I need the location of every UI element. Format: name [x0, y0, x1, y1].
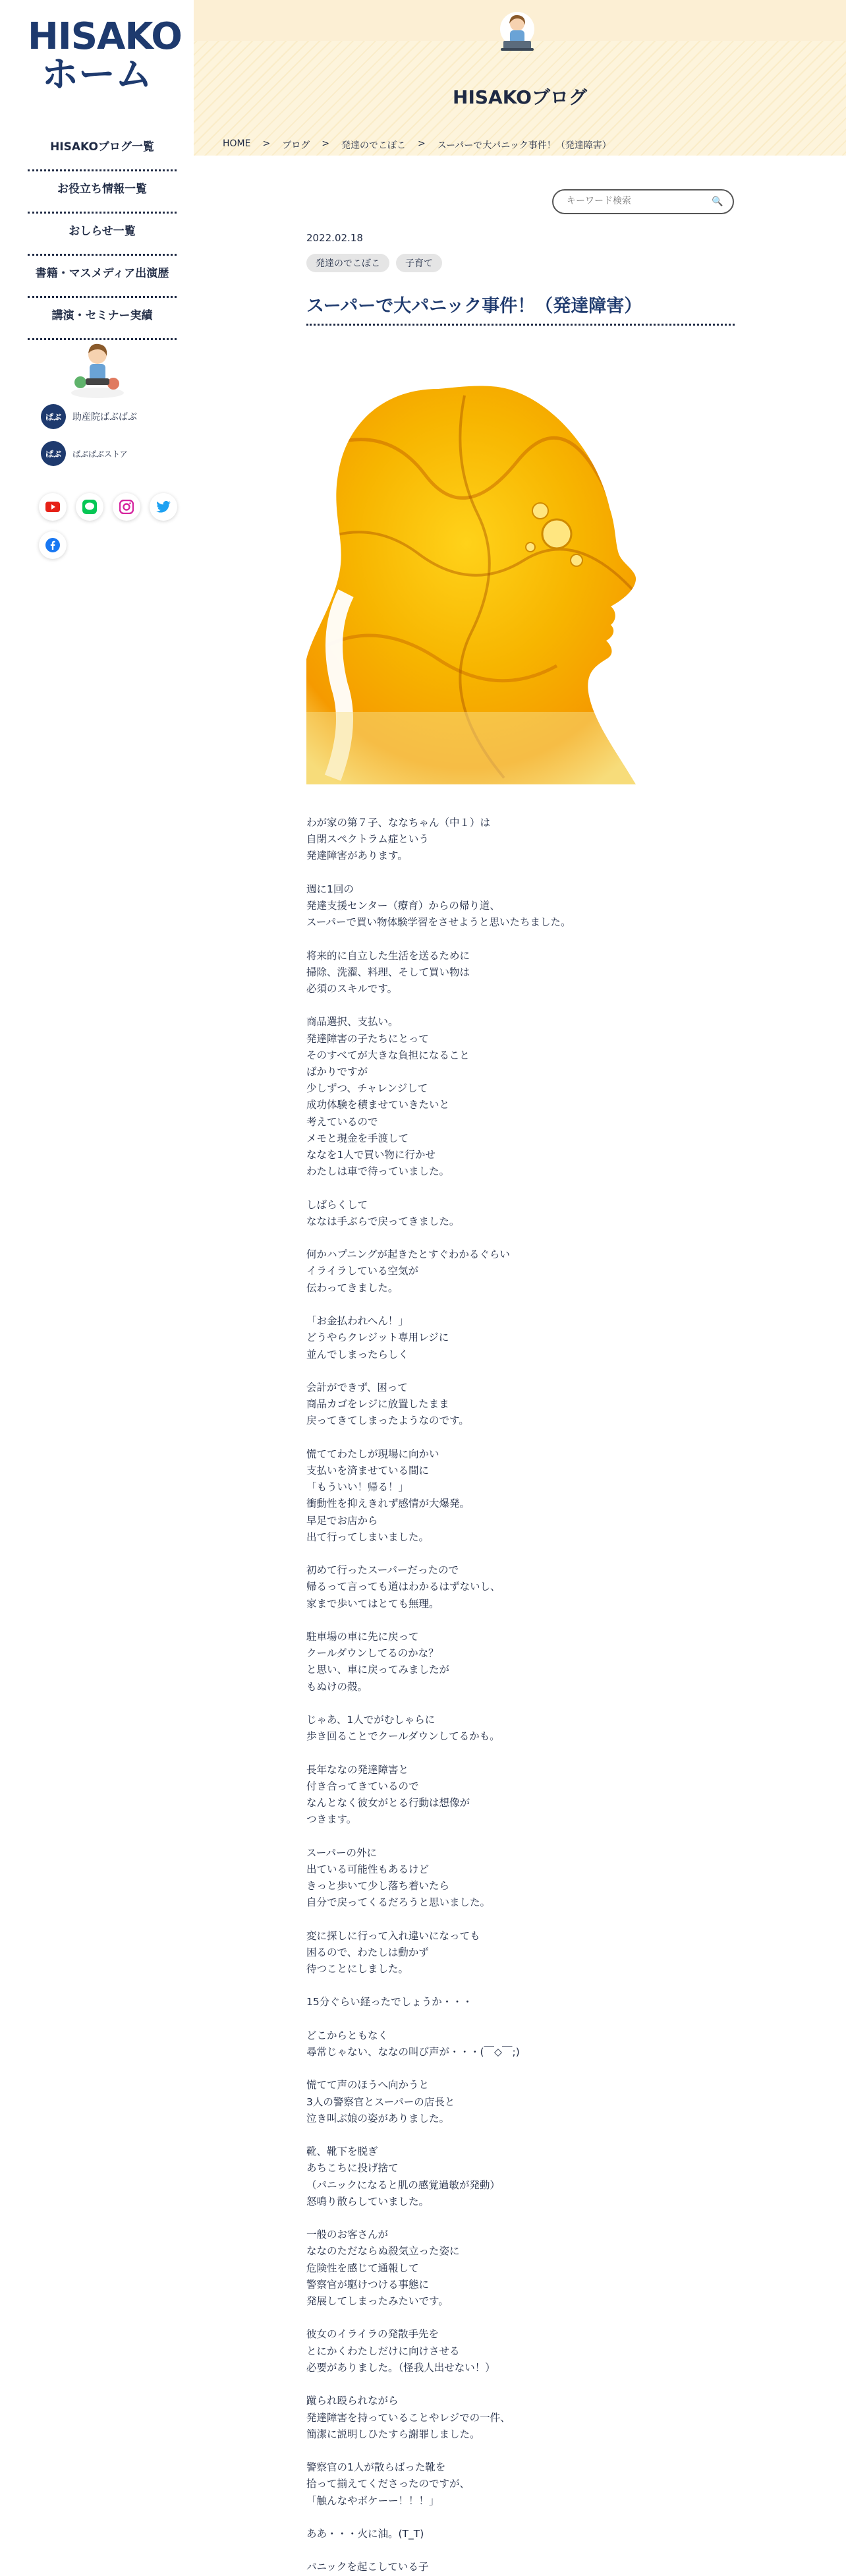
- menu-item-useful-info[interactable]: お役立ち情報一覧: [28, 171, 177, 214]
- logo-line-2: ホーム: [42, 53, 152, 96]
- breadcrumb-separator: >: [262, 138, 271, 149]
- breadcrumb: [223, 138, 611, 152]
- menu-item-lectures[interactable]: 講演・セミナー実績: [28, 298, 177, 340]
- tag-parenting[interactable]: 子育て: [396, 254, 442, 272]
- breadcrumb-separator: >: [417, 138, 426, 149]
- author-at-laptop-icon: [488, 7, 547, 66]
- site-logo[interactable]: [28, 15, 182, 96]
- link-babubabu-store[interactable]: [41, 440, 128, 467]
- line-icon[interactable]: [76, 493, 103, 521]
- search-input[interactable]: [565, 195, 700, 207]
- facebook-icon[interactable]: [39, 531, 67, 559]
- breadcrumb-current: スーパーで大パニック事件！（発達障害）: [437, 140, 611, 151]
- post-body: わが家の第７子、ななちゃん（中１）は 自閉スペクトラム症という 発達障害があります。 週に1回の 発達支援センター（療育）からの帰り道、 スーパーで買い物体験学習をさせようと思いたちました。 将来的に自立した生活を送るために 掃除、洗濯、料理、そして買い物は 必須のスキルです。 商品選択、支払い。 発達障害の子たちにとって そのすべてが大きな負担になること ばかりですが 少しずつ、チャレンジして 成功体験を積ませていきたいと 考えているので メモと現金を手渡して ななを1人で買い物に行かせ わたしは車で待っていました。 しばらくして ななは手ぶらで戻ってきました。 何かハプニングが起きたとすぐわかるぐらい イライラしている空気が 伝わってきました。 「お金払われへん！」 どうやらクレジット専用レジに 並んでしまったらしく 会計ができず、困って 商品カゴをレジに放置したまま 戻ってきてしまったようなのです。 慌ててわたしが現場に向かい 支払いを済ませている間に 「もういい！帰る！」 衝動性を抑えきれず感情が大爆発。 早足でお店から 出て行ってしまいました。 初めて行ったスーパーだったので 帰るって言っても道はわかるはずないし、 家まで歩いてはとても無理。 駐車場の車に先に戻って クールダウンしてるのかな？ と思い、車に戻ってみましたが もぬけの殻。 じゃあ、1人でがむしゃらに 歩き回ることでクールダウンしてるかも。 長年ななの発達障害と 付き合ってきているので なんとなく彼女がとる行動は想像が つきます。 スーパーの外に 出ている可能性もあるけど きっと歩いて少し落ち着いたら 自分で戻ってくるだろうと思いました。 変に探しに行って入れ違いになっても 困るので、わたしは動かず 待つことにしました。 15分ぐらい経ったでしょうか・・・ どこからともなく 尋常じゃない、ななの叫び声が・・・(￣◇￣;) 慌てて声のほうへ向かうと 3人の警察官とスーパーの店長と 泣き叫ぶ娘の姿がありました。 靴、靴下を脱ぎ あちこちに投げ捨て （パニックになると肌の感覚過敏が発動） 怒鳴り散らしていました。 一般のお客さんが ななのただならぬ殺気立った姿に 危険性を感じて通報して 警察官が駆けつける事態に 発展してしまったみたいです。 彼女のイライラの発散手先を とにかくわたしだけに向けさせる 必要がありました。（怪我人出せない！） 蹴られ殴られながら 発達障害を持っていることやレジでの一件、 簡潔に説明しひたすら謝罪しました。 警察官の1人が散らばった靴を 拾って揃えてくださったのですが、 「触んなやボケーー！！！」 ああ・・・火に油。(T_T) パニックを起こしている子: [306, 817, 571, 2573]
- tag-developmental[interactable]: 発達のでこぼこ: [306, 254, 389, 272]
- breadcrumb-category[interactable]: 発達のでこぼこ: [341, 140, 406, 151]
- link-label: ばぶばぶストア: [72, 449, 128, 459]
- sidebar: [0, 0, 194, 2539]
- sidebar-menu: [28, 129, 177, 340]
- logo-line-1: HISAKO: [28, 15, 182, 58]
- page-header: [194, 0, 846, 156]
- breadcrumb-blog[interactable]: ブログ: [282, 140, 310, 151]
- page-title: HISAKOブログ: [453, 86, 587, 108]
- menu-item-blog-list[interactable]: HISAKOブログ一覧: [28, 129, 177, 171]
- search-icon[interactable]: 🔍: [712, 196, 723, 207]
- breadcrumb-separator: >: [322, 138, 329, 149]
- author-illustration-icon: [66, 336, 129, 399]
- menu-item-news[interactable]: おしらせ一覧: [28, 214, 177, 256]
- instagram-icon[interactable]: [113, 493, 140, 521]
- post-tags: [306, 254, 442, 272]
- link-label: 助産院ばぶばぶ: [72, 412, 137, 423]
- post-hero-image: [306, 382, 662, 784]
- twitter-icon[interactable]: [150, 493, 177, 521]
- search-box: [552, 189, 734, 214]
- babubabu-store-logo-icon: ぱぶ: [41, 441, 66, 466]
- youtube-icon[interactable]: [39, 493, 67, 521]
- post-title: スーパーで大パニック事件！（発達障害）: [306, 291, 735, 326]
- breadcrumb-home[interactable]: HOME: [223, 138, 251, 149]
- menu-item-books-media[interactable]: 書籍・マスメディア出演歴: [28, 256, 177, 298]
- babubabu-logo-icon: ぱぶ: [41, 404, 66, 429]
- post-date: 2022.02.18: [306, 232, 363, 244]
- link-josanin-babubabu[interactable]: [41, 403, 137, 430]
